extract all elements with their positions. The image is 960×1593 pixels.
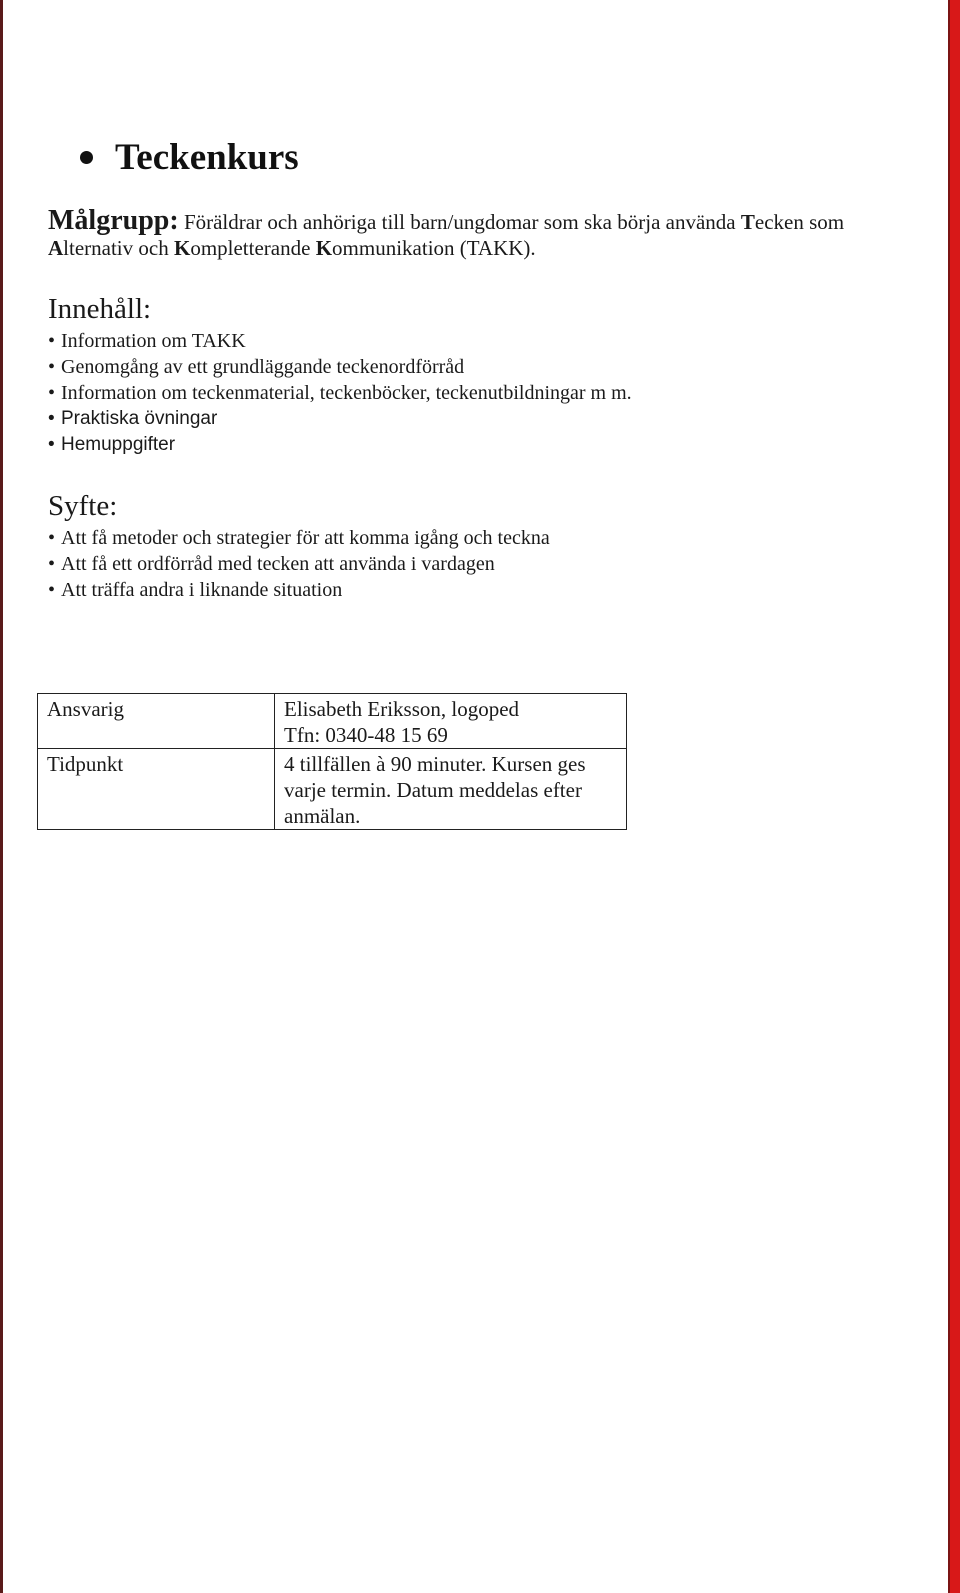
list-item: • Hemuppgifter (48, 432, 908, 458)
course-title (80, 136, 299, 179)
table-cell-value (275, 694, 627, 749)
table-row (38, 749, 627, 830)
target-group-heading: Målgrupp: (48, 205, 179, 236)
responsible-name: Elisabeth Eriksson, logoped (284, 697, 520, 721)
purpose-section (48, 489, 908, 603)
schedule-line: anmälan. (284, 804, 361, 828)
list-item-text: Att träffa andra i liknande situation (61, 579, 343, 601)
list-item: • Att få ett ordförråd med tecken att använda i vardagen (48, 553, 495, 575)
list-item: • Information om TAKK (48, 330, 246, 352)
table-cell-label: Tidpunkt (38, 749, 275, 830)
target-group-text-5: ommunikation (TAKK). (332, 236, 536, 260)
table-row (38, 694, 627, 749)
acronym-letter-a: A (48, 236, 64, 260)
list-item: • Information om teckenmaterial, teckenböcker, teckenutbildningar m m. (48, 382, 632, 404)
content-heading: Innehåll: (48, 293, 152, 325)
list-item-text: Praktiska övningar (61, 408, 218, 429)
purpose-list (48, 525, 908, 603)
list-item-text: Att få ett ordförråd med tecken att använda i vardagen (61, 553, 495, 575)
list-item-text: Genomgång av ett grundläggande teckenordförråd (61, 356, 465, 378)
bullet-dot-icon (80, 151, 93, 164)
list-item-text: Hemuppgifter (61, 434, 176, 455)
content-section (48, 292, 908, 458)
target-group-paragraph (48, 205, 908, 261)
target-group-text-3: lternativ och (63, 236, 174, 260)
page-left-border (0, 0, 3, 1593)
list-item: • Praktiska övningar (48, 406, 908, 432)
purpose-heading: Syfte: (48, 490, 118, 522)
target-group-text-1: Föräldrar och anhöriga till barn/ungdomar som ska börja använda (178, 210, 741, 234)
schedule-line: varje termin. Datum meddelas efter (284, 778, 582, 802)
list-item: • Att träffa andra i liknande situation (48, 579, 343, 601)
list-item: • Genomgång av ett grundläggande teckenordförråd (48, 356, 465, 378)
list-item: • Att få metoder och strategier för att komma igång och teckna (48, 527, 550, 549)
target-group-text-2: ecken som (754, 210, 845, 234)
schedule-line: 4 tillfällen à 90 minuter. Kursen ges (284, 752, 586, 776)
acronym-letter-t: T (740, 210, 755, 234)
content-list (48, 328, 908, 458)
acronym-letter-k2: K (315, 236, 333, 260)
target-group-text-4: ompletterande (190, 236, 316, 260)
list-item-text: Information om teckenmaterial, teckenböcker, teckenutbildningar m m. (61, 382, 632, 404)
course-title-text: Teckenkurs (115, 137, 299, 178)
course-info-table (37, 693, 627, 830)
responsible-phone: Tfn: 0340-48 15 69 (284, 723, 448, 747)
table-cell-label: Ansvarig (38, 694, 275, 749)
list-item-text: Information om TAKK (61, 330, 246, 352)
table-cell-value (275, 749, 627, 830)
acronym-letter-k1: K (173, 236, 191, 260)
page-right-border (950, 0, 960, 1593)
list-item-text: Att få metoder och strategier för att komma igång och teckna (61, 527, 550, 549)
